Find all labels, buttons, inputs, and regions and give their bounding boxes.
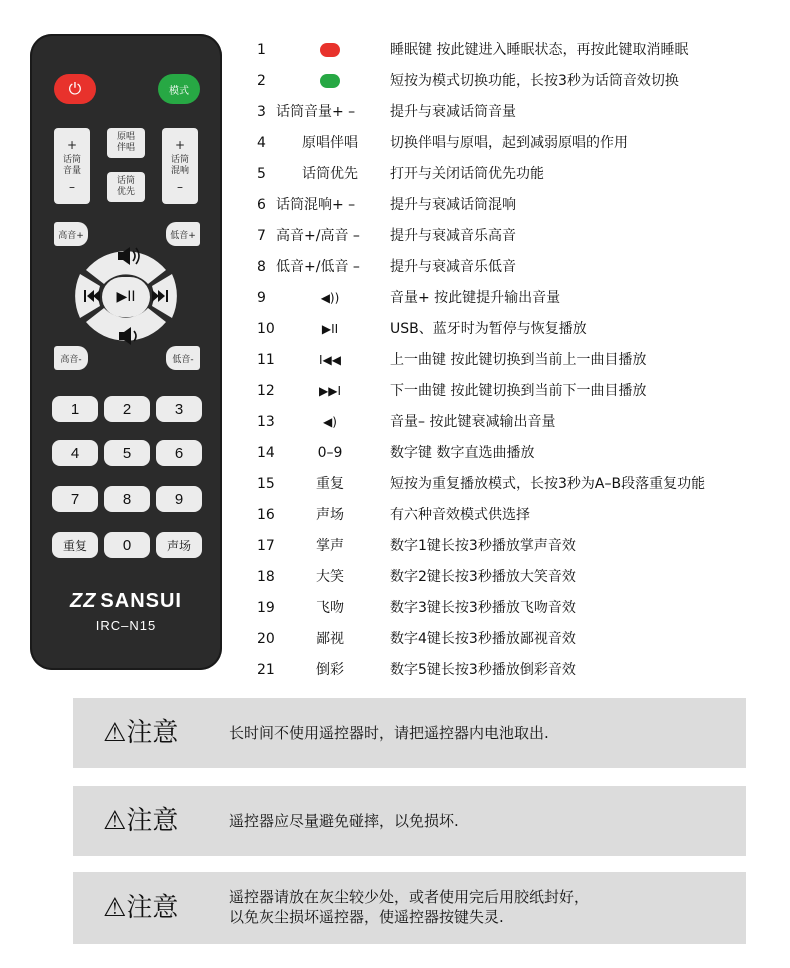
row-key: 大笑 <box>316 569 344 585</box>
row-number: 4 <box>257 135 266 151</box>
row-number: 5 <box>257 166 266 182</box>
mic-reverb-plus[interactable]: + <box>174 138 186 152</box>
row-description: 数字1键长按3秒播放掌声音效 <box>390 538 576 554</box>
row-number: 3 <box>257 104 266 120</box>
play-pause-icon: ▶II <box>321 322 339 336</box>
mic-priority-button[interactable]: 话筒 优先 <box>107 172 145 202</box>
brand-logo <box>30 590 222 613</box>
num-0-button[interactable]: 0 <box>104 532 150 558</box>
row-description: 短按为重复播放模式，长按3秒为A–B段落重复功能 <box>390 476 706 492</box>
remote-control <box>30 34 222 670</box>
row-description: 提升与衰减音乐低音 <box>390 259 516 275</box>
row-description: 短按为模式切换功能，长按3秒为话筒音效切换 <box>390 73 679 89</box>
volume-down-icon: ◀) <box>323 415 337 429</box>
num-4-button[interactable]: 4 <box>52 440 98 466</box>
row-description: 有六种音效模式供选择 <box>390 507 530 523</box>
notice-box <box>73 786 746 856</box>
previous-icon: I◀◀ <box>319 353 341 367</box>
warning-icon: ⚠ <box>103 893 127 923</box>
row-description: 下一曲键 按此键切换到当前下一曲目播放 <box>390 383 647 399</box>
row-description: 数字2键长按3秒播放大笑音效 <box>390 569 576 585</box>
num-9-button[interactable]: 9 <box>156 486 202 512</box>
notice-text: 长时间不使用遥控器时，请把遥控器内电池取出. <box>229 724 549 742</box>
notice-text: 遥控器应尽量避免碰摔，以免损坏. <box>229 812 459 830</box>
row-key <box>278 38 382 62</box>
row-key: 掌声 <box>316 538 344 554</box>
notice-heading <box>103 718 178 748</box>
notice-text: 遥控器请放在灰尘较少处，或者使用完后用胶纸封好， 以免灰尘损坏遥控器，使遥控器按键失灵. <box>229 888 590 926</box>
row-key: 鄙视 <box>316 631 344 647</box>
row-number: 10 <box>257 321 275 337</box>
num-5-button[interactable]: 5 <box>104 440 150 466</box>
row-number: 2 <box>257 73 266 89</box>
row-key <box>278 69 382 93</box>
mic-reverb-minus[interactable]: – <box>177 180 183 194</box>
mode-green-dot-icon <box>320 74 340 88</box>
row-description: 提升与衰减话筒音量 <box>390 104 516 120</box>
row-number: 19 <box>257 600 275 616</box>
sleep-red-dot-icon <box>320 43 340 57</box>
row-description: 音量– 按此键衰减输出音量 <box>390 414 556 430</box>
notice-box <box>73 872 746 944</box>
treble-down-button[interactable]: 高音- <box>54 346 88 370</box>
row-number: 18 <box>257 569 275 585</box>
row-key: 声场 <box>316 507 344 523</box>
notice-heading <box>103 893 178 923</box>
bass-up-button[interactable]: 低音+ <box>166 222 200 246</box>
row-number: 21 <box>257 662 275 678</box>
mic-reverb-label: 话筒 混响 <box>170 155 189 176</box>
notice-label: 注意 <box>126 718 179 748</box>
row-description: 数字4键长按3秒播放鄙视音效 <box>390 631 576 647</box>
row-number: 14 <box>257 445 275 461</box>
num-1-button[interactable]: 1 <box>52 396 98 422</box>
row-key: 话筒混响+ – <box>276 197 356 213</box>
row-key: 高音+/高音 – <box>276 228 360 244</box>
notice-heading <box>103 806 178 836</box>
num-6-button[interactable]: 6 <box>156 440 202 466</box>
notice-box <box>73 698 746 768</box>
mic-volume-minus[interactable]: – <box>69 180 75 194</box>
repeat-button[interactable]: 重复 <box>52 532 98 558</box>
row-key: 话筒优先 <box>302 166 358 182</box>
notice-label: 注意 <box>126 806 179 836</box>
row-key: 重复 <box>316 476 344 492</box>
row-number: 1 <box>257 42 266 58</box>
row-key: 话筒音量+ – <box>276 104 356 120</box>
row-description: 提升与衰减音乐高音 <box>390 228 516 244</box>
row-description: USB、蓝牙时为暂停与恢复播放 <box>390 321 587 337</box>
row-number: 17 <box>257 538 275 554</box>
row-number: 16 <box>257 507 275 523</box>
play-pause-button[interactable]: ▶II <box>102 277 150 317</box>
num-3-button[interactable]: 3 <box>156 396 202 422</box>
row-description: 音量+ 按此键提升输出音量 <box>390 290 561 306</box>
warning-icon: ⚠ <box>103 718 127 748</box>
row-key: 0–9 <box>317 445 343 461</box>
row-number: 12 <box>257 383 275 399</box>
row-number: 13 <box>257 414 275 430</box>
row-number: 7 <box>257 228 266 244</box>
original-accompany-button[interactable]: 原唱 伴唱 <box>107 128 145 158</box>
row-number: 8 <box>257 259 266 275</box>
row-key: 低音+/低音 – <box>276 259 360 275</box>
next-icon: ▶▶I <box>319 384 341 398</box>
row-description: 切换伴唱与原唱，起到减弱原唱的作用 <box>390 135 628 151</box>
row-description: 睡眠键 按此键进入睡眠状态，再按此键取消睡眠 <box>390 42 689 58</box>
warning-icon: ⚠ <box>103 806 127 836</box>
num-2-button[interactable]: 2 <box>104 396 150 422</box>
row-description: 数字5键长按3秒播放倒彩音效 <box>390 662 576 678</box>
row-description: 上一曲键 按此键切换到当前上一曲目播放 <box>390 352 647 368</box>
num-7-button[interactable]: 7 <box>52 486 98 512</box>
row-number: 20 <box>257 631 275 647</box>
notice-label: 注意 <box>126 893 179 923</box>
mic-volume-rocker[interactable] <box>54 128 90 204</box>
volume-up-icon: ◀)) <box>320 291 340 305</box>
power-button[interactable] <box>54 74 96 104</box>
mic-volume-plus[interactable]: + <box>66 138 78 152</box>
row-number: 15 <box>257 476 275 492</box>
row-key: 倒彩 <box>316 662 344 678</box>
brand-name: SANSUI <box>100 590 182 612</box>
treble-up-button[interactable]: 高音+ <box>54 222 88 246</box>
row-key: 飞吻 <box>316 600 344 616</box>
mic-reverb-rocker[interactable] <box>162 128 198 204</box>
row-number: 6 <box>257 197 266 213</box>
row-number: 11 <box>257 352 275 368</box>
num-8-button[interactable]: 8 <box>104 486 150 512</box>
brand-mark-icon: ZZ <box>69 590 97 612</box>
row-key: 原唱伴唱 <box>302 135 358 151</box>
bass-down-button[interactable]: 低音- <box>166 346 200 370</box>
model-label: IRC–N15 <box>95 618 157 633</box>
mic-volume-label: 话筒 音量 <box>62 155 81 176</box>
power-icon: ⏻ <box>68 79 82 98</box>
mode-button[interactable]: 模式 <box>158 74 200 104</box>
row-description: 数字3键长按3秒播放飞吻音效 <box>390 600 576 616</box>
row-description: 打开与关闭话筒优先功能 <box>390 166 544 182</box>
row-description: 提升与衰减话筒混响 <box>390 197 516 213</box>
row-description: 数字键 数字直选曲播放 <box>390 445 535 461</box>
row-number: 9 <box>257 290 266 306</box>
sound-field-button[interactable]: 声场 <box>156 532 202 558</box>
